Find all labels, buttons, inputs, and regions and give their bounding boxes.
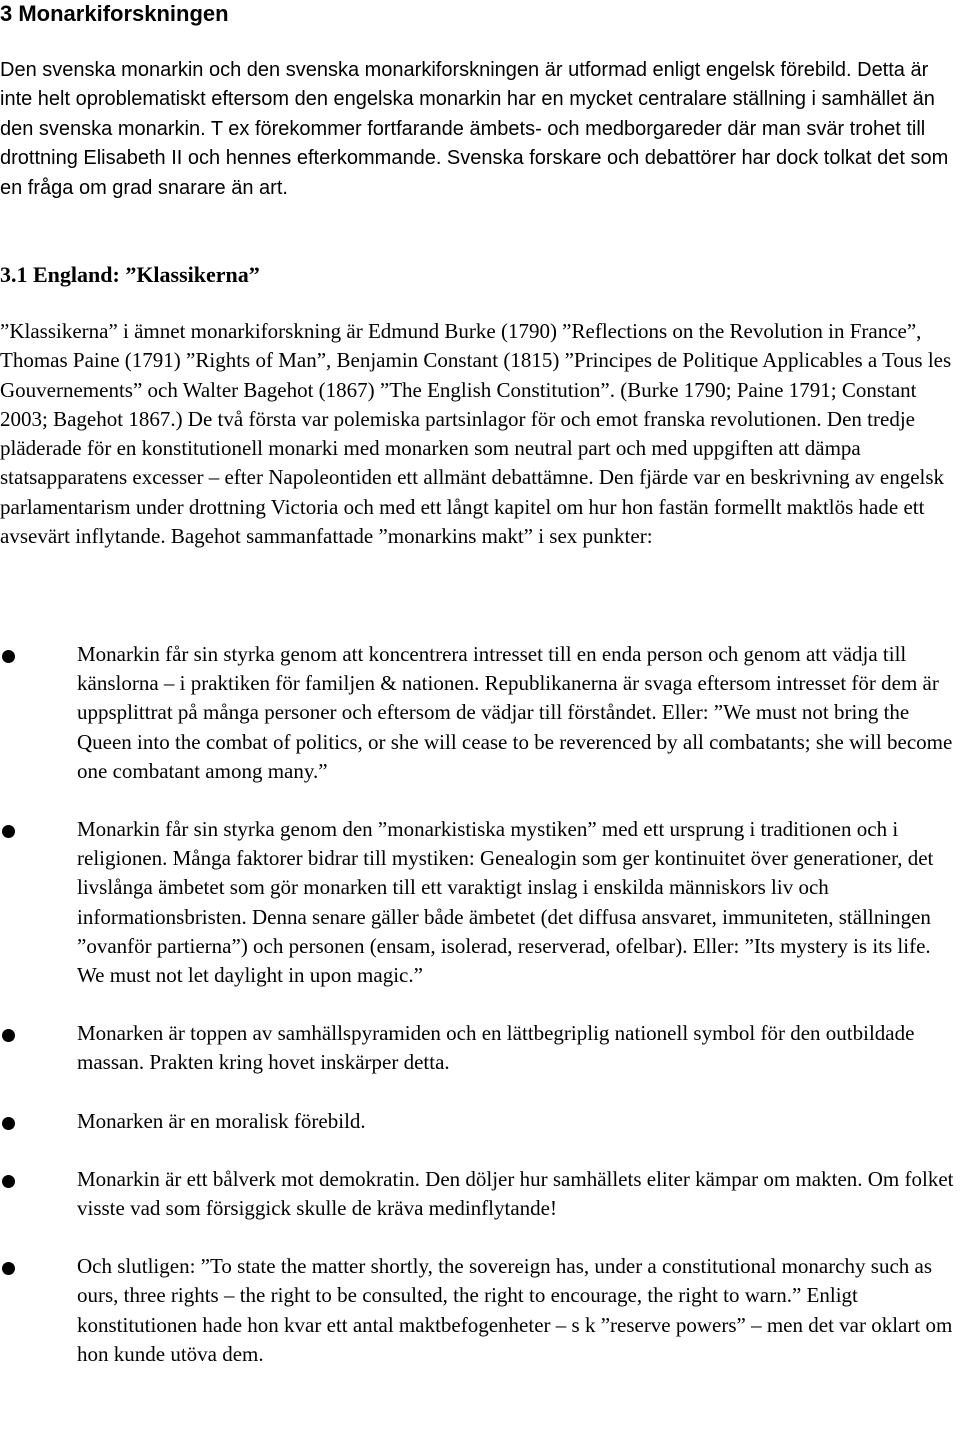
- bullet-item: [0, 815, 960, 990]
- bullet-text: Monarkin får sin styrka genom att koncentrera intresset till en enda person och genom att vädja till känslorna – i praktiken för familjen & nationen. Republikanerna är svaga eftersom intresset för dem är uppsplittrat på många personer och eftersom de vädjar till förståndet. Eller: ”We must not bring the Queen into the combat of politics, or she will cease to be reverenced by all combatants; she will become one combatant among many.”: [77, 642, 953, 783]
- bullet-dot-icon: [2, 650, 15, 663]
- bullet-dot-icon: [2, 1117, 15, 1130]
- bullet-dot-icon: [2, 825, 15, 838]
- bullet-text: Monarken är toppen av samhällspyramiden och en lättbegriplig nationell symbol för den outbildade massan. Prakten kring hovet inskärper detta.: [77, 1021, 915, 1075]
- bullet-item: [0, 640, 960, 786]
- bullet-text: Monarkin får sin styrka genom den ”monarkistiska mystiken” med ett ursprung i traditionen och i religionen. Många faktorer bidrar till mystiken: Genealogin som ger kontinuitet över generationer, det livslånga ämbetet som gör monarken till ett varaktigt inslag i enskilda människors liv och informationsbristen. Denna senare gäller både ämbetet (det diffusa ansvaret, immuniteten, ställningen ”ovanför partierna”) och personen (ensam, isolerad, reserverad, ofelbar). Eller: ”Its mystery is its life. We must not let daylight in upon magic.”: [77, 817, 934, 988]
- bullet-text: Monarkin är ett bålverk mot demokratin. Den döljer hur samhällets eliter kämpar om makten. Om folket visste vad som försiggick skulle de kräva medinflytande!: [77, 1166, 954, 1221]
- bullet-dot-icon: [2, 1029, 15, 1042]
- bullet-dot-icon: [2, 1175, 15, 1188]
- bullet-item: [0, 1252, 960, 1369]
- subsection-heading: 3.1 England: ”Klassikerna”: [0, 262, 260, 287]
- bullet-text: Och slutligen: ”To state the matter shortly, the sovereign has, under a constitutional monarchy such as ours, three rights – the right to be consulted, the right to encourage, the right to warn.” Enligt konstitutionen hade hon kvar ett antal maktbefogenheter – s k ”reserve powers” – men det var oklart om hon kunde utöva dem.: [77, 1254, 953, 1366]
- bullet-item: [0, 1019, 960, 1077]
- bullet-item: [0, 1107, 960, 1136]
- bullet-list: [0, 640, 960, 1369]
- section-heading: 3 Monarkiforskningen: [0, 1, 229, 26]
- body-paragraph: ”Klassikerna” i ämnet monarkiforskning är Edmund Burke (1790) ”Reflections on the Revolution in France”, Thomas Paine (1791) ”Rights of Man”, Benjamin Constant (1815) ”Principes de Politique Applicables a Tous les Gouvernements” och Walter Bagehot (1867) ”The English Constitution”. (Burke 1790; Paine 1791; Constant 2003; Bagehot 1867.) De två första var polemiska partsinlagor för och emot franska revolutionen. Den tredje pläderade för en konstitutionell monarki med monarken som neutral part och med uppgiften att dämpa statsapparatens excesser – efter Napoleontiden ett allmänt debattämne. Den fjärde var en beskrivning av engelsk parlamentarism under drottning Victoria och med ett långt kapitel om hur hon fastän formellt maktlös hade ett avsevärt inflytande. Bagehot sammanfattade ”monarkins makt” i sex punkter:: [0, 319, 952, 549]
- bullet-dot-icon: [2, 1262, 15, 1275]
- intro-paragraph: Den svenska monarkin och den svenska monarkiforskningen är utformad enligt engelsk förebild. Detta är inte helt oproblematiskt eftersom den engelska monarkin har en mycket centralare ställning i samhället än den svenska monarkin. T ex förekommer fortfarande ämbets- och medborgareder där man svär trohet till drottning Elisabeth II och hennes efterkommande. Svenska forskare och debattörer har dock tolkat det som en fråga om grad snarare än art.: [0, 59, 949, 199]
- bullet-item: [0, 1165, 960, 1223]
- bullet-text: Monarken är en moralisk förebild.: [77, 1108, 366, 1133]
